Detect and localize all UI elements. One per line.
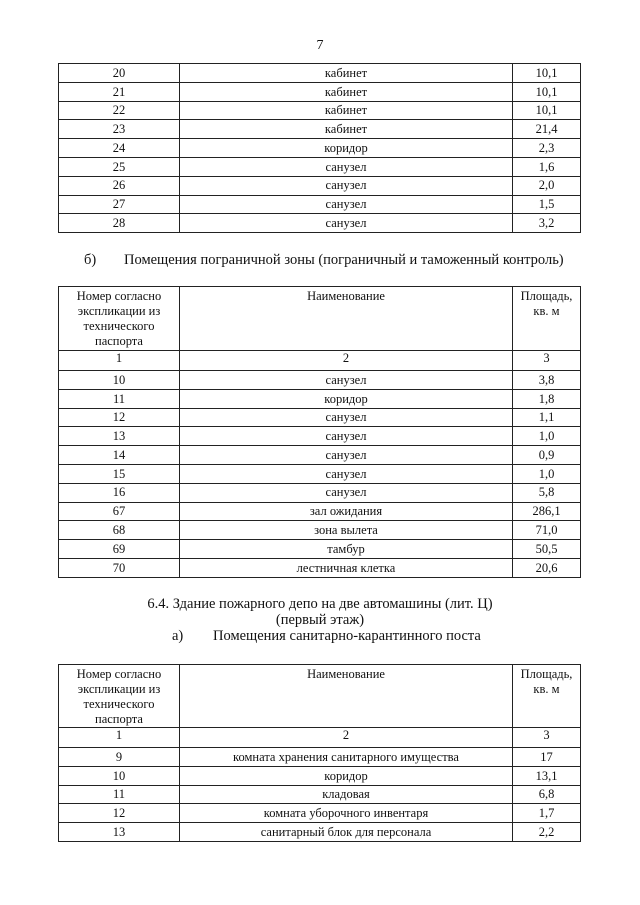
table-row [59, 176, 581, 195]
header-area-line: кв. м [533, 304, 560, 318]
room-number-cell: 11 [59, 785, 180, 804]
room-name-cell: санузел [180, 464, 513, 483]
header-number-line: Номер согласно [76, 667, 162, 681]
room-number-cell: 25 [59, 157, 180, 176]
room-number-cell: 22 [59, 101, 180, 120]
room-area-cell: 1,7 [513, 804, 581, 823]
room-number-cell: 13 [59, 823, 180, 842]
room-name-cell: санузел [180, 371, 513, 390]
room-name-cell: комната хранения санитарного имущества [180, 748, 513, 767]
room-number-cell: 9 [59, 748, 180, 767]
room-number-cell: 15 [59, 464, 180, 483]
room-number-cell: 12 [59, 408, 180, 427]
room-area-cell: 13,1 [513, 766, 581, 785]
table-header-row [59, 665, 581, 728]
room-number-cell: 13 [59, 427, 180, 446]
header-number-line: паспорта [95, 334, 143, 348]
border-zone-rooms-body [59, 371, 581, 578]
table-row [59, 195, 581, 214]
column-index-row [59, 728, 581, 748]
room-number-cell: 28 [59, 214, 180, 233]
room-name-cell: санузел [180, 483, 513, 502]
room-number-cell: 10 [59, 371, 180, 390]
table-row [59, 785, 581, 804]
header-number-line: технического [83, 697, 155, 711]
room-number-cell: 27 [59, 195, 180, 214]
table-row [59, 214, 581, 233]
room-name-cell: коридор [180, 389, 513, 408]
table-row [59, 427, 581, 446]
room-area-cell: 1,6 [513, 157, 581, 176]
room-name-cell: кладовая [180, 785, 513, 804]
section-b-title: Помещения пограничной зоны (пограничный и таможенный контроль) [124, 252, 564, 268]
header-number-line: Номер согласно [76, 289, 162, 303]
column-index: 1 [59, 351, 180, 371]
header-number-cell [59, 287, 180, 351]
room-name-cell: санузел [180, 176, 513, 195]
header-number-line: экспликации из [77, 682, 161, 696]
room-number-cell: 68 [59, 521, 180, 540]
table-row [59, 371, 581, 390]
room-area-cell: 10,1 [513, 101, 581, 120]
rooms-table-continued-body [59, 64, 581, 233]
room-area-cell: 17 [513, 748, 581, 767]
table-row [59, 558, 581, 577]
rooms-table-continued [58, 63, 581, 233]
room-number-cell: 24 [59, 139, 180, 158]
room-area-cell: 10,1 [513, 82, 581, 101]
room-name-cell: санузел [180, 446, 513, 465]
column-index: 2 [180, 351, 513, 371]
room-area-cell: 1,0 [513, 427, 581, 446]
room-number-cell: 26 [59, 176, 180, 195]
room-area-cell: 2,2 [513, 823, 581, 842]
room-name-cell: санитарный блок для персонала [180, 823, 513, 842]
room-number-cell: 10 [59, 766, 180, 785]
column-index: 3 [513, 728, 581, 748]
column-index: 1 [59, 728, 180, 748]
table-row [59, 408, 581, 427]
border-zone-rooms-table [58, 286, 581, 578]
table-row [59, 540, 581, 559]
sanitary-post-rooms-body [59, 748, 581, 842]
room-name-cell: кабинет [180, 120, 513, 139]
room-number-cell: 21 [59, 82, 180, 101]
header-name-cell: Наименование [180, 287, 513, 351]
room-number-cell: 67 [59, 502, 180, 521]
table-row [59, 82, 581, 101]
table-row [59, 157, 581, 176]
room-area-cell: 1,5 [513, 195, 581, 214]
table-row [59, 521, 581, 540]
room-area-cell: 10,1 [513, 64, 581, 83]
sanitary-post-rooms-table [58, 664, 581, 842]
room-area-cell: 6,8 [513, 785, 581, 804]
room-name-cell: комната уборочного инвентаря [180, 804, 513, 823]
room-name-cell: кабинет [180, 101, 513, 120]
room-area-cell: 1,0 [513, 464, 581, 483]
header-area-line: Площадь, [520, 667, 573, 681]
room-area-cell: 1,8 [513, 389, 581, 408]
table-header-row [59, 287, 581, 351]
table-row [59, 139, 581, 158]
section-6-4-title: 6.4. Здание пожарного депо на две автомашины (лит. Ц) [147, 596, 493, 612]
header-name-cell: Наименование [180, 665, 513, 728]
room-area-cell: 21,4 [513, 120, 581, 139]
header-number-line: паспорта [95, 712, 143, 726]
room-number-cell: 70 [59, 558, 180, 577]
room-number-cell: 69 [59, 540, 180, 559]
table-row [59, 823, 581, 842]
header-area-line: кв. м [533, 682, 560, 696]
room-area-cell: 50,5 [513, 540, 581, 559]
room-name-cell: санузел [180, 157, 513, 176]
room-area-cell: 5,8 [513, 483, 581, 502]
room-area-cell: 2,0 [513, 176, 581, 195]
page-number: 7 [316, 38, 324, 53]
room-name-cell: коридор [180, 766, 513, 785]
room-number-cell: 20 [59, 64, 180, 83]
table-row [59, 502, 581, 521]
header-area-cell [513, 287, 581, 351]
column-index: 2 [180, 728, 513, 748]
room-area-cell: 0,9 [513, 446, 581, 465]
room-number-cell: 23 [59, 120, 180, 139]
section-6-4-subtitle: (первый этаж) [275, 612, 365, 628]
room-area-cell: 1,1 [513, 408, 581, 427]
column-index: 3 [513, 351, 581, 371]
room-name-cell: санузел [180, 408, 513, 427]
header-area-cell [513, 665, 581, 728]
room-area-cell: 3,8 [513, 371, 581, 390]
room-name-cell: кабинет [180, 82, 513, 101]
column-index-row [59, 351, 581, 371]
header-number-line: экспликации из [77, 304, 161, 318]
room-area-cell: 71,0 [513, 521, 581, 540]
room-name-cell: лестничная клетка [180, 558, 513, 577]
table-row [59, 766, 581, 785]
room-name-cell: санузел [180, 195, 513, 214]
room-number-cell: 16 [59, 483, 180, 502]
header-number-line: технического [83, 319, 155, 333]
table-row [59, 446, 581, 465]
header-number-cell [59, 665, 180, 728]
room-name-cell: санузел [180, 427, 513, 446]
room-name-cell: кабинет [180, 64, 513, 83]
room-number-cell: 14 [59, 446, 180, 465]
room-name-cell: тамбур [180, 540, 513, 559]
room-area-cell: 3,2 [513, 214, 581, 233]
table-row [59, 748, 581, 767]
table-row [59, 389, 581, 408]
room-number-cell: 12 [59, 804, 180, 823]
room-area-cell: 20,6 [513, 558, 581, 577]
room-name-cell: зал ожидания [180, 502, 513, 521]
room-name-cell: санузел [180, 214, 513, 233]
table-row [59, 101, 581, 120]
table-row [59, 120, 581, 139]
section-b-marker: б) [84, 252, 97, 268]
room-name-cell: зона вылета [180, 521, 513, 540]
room-number-cell: 11 [59, 389, 180, 408]
room-area-cell: 2,3 [513, 139, 581, 158]
section-a-marker: а) [172, 628, 184, 644]
room-name-cell: коридор [180, 139, 513, 158]
table-row [59, 64, 581, 83]
table-row [59, 483, 581, 502]
room-area-cell: 286,1 [513, 502, 581, 521]
section-a-title: Помещения санитарно-карантинного поста [213, 628, 481, 644]
header-area-line: Площадь, [520, 289, 573, 303]
table-row [59, 464, 581, 483]
table-row [59, 804, 581, 823]
